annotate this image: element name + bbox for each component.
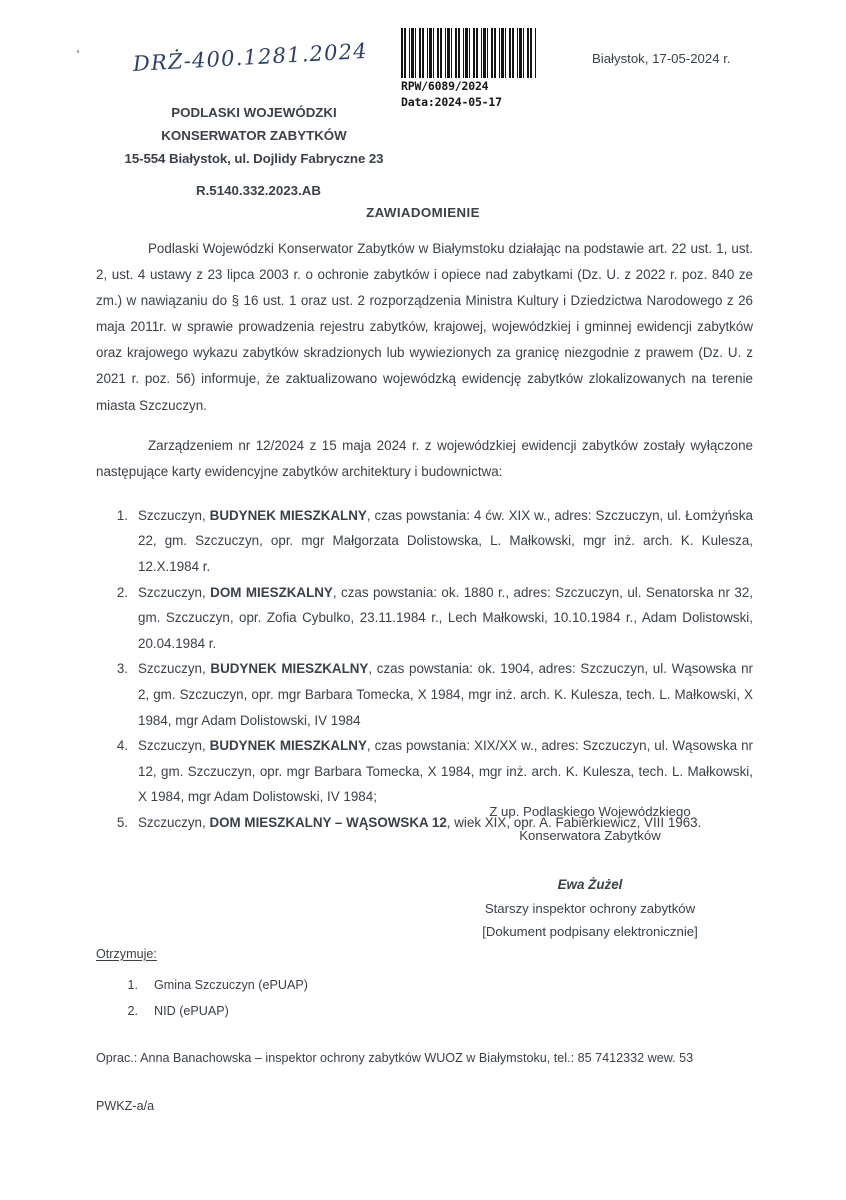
list-item: NID (ePUAP) [154,1004,229,1018]
item-object-name: DOM MIESZKALNY [210,584,333,600]
item-object-name: DOM MIESZKALNY – WĄSOWSKA 12 [209,814,447,830]
handwritten-annotation: DRŻ-400.1281.2024 [132,38,369,76]
item-details: , czas powstania: XIX/XX w., adres: Szczuczyn, ul. Wąsowska nr 12, gm. Szczuczyn, opr. mgr Barbara Tomecka, X 1984, mgr inż. arch. K. Kulesza, tech. L. Małkowski, X 1984, mgr Adam Dolistowski, IV 1984; [138,738,753,805]
item-prefix: Szczuczyn, [138,584,211,600]
authority-address: 15-554 Białystok, ul. Dojlidy Fabryczne 23 [124,151,384,166]
list-item [96,656,753,733]
paragraph-legal-basis: Podlaski Wojewódzki Konserwator Zabytków w Białymstoku działając na podstawie art. 22 ust. 1, ust. 2, ust. 4 ustawy z 23 lipca 2003 r. o ochronie zabytków i opiece nad zabytkami (Dz. U. z 2022 r. poz. 840 ze zm.) w nawiązaniu do § 16 ust. 1 oraz ust. 2 rozporządzenia Ministra Kultury i Dziedzictwa Narodowego z 26 maja 2011r. w sprawie prowadzenia rejestru zabytków, krajowej, wojewódzkiej i gminnej ewidencji zabytków oraz krajowego wykazu zabytków skradzionych lub wywiezionych za granicę niezgodnie z prawem (Dz. U. z 2021 r. poz. 56) informuje, że zaktualizowano wojewódzką ewidencję zabytków zlokalizowanych na terenie miasta Szczuczyn. [96,241,753,413]
signature-block [420,800,760,944]
file-code: PWKZ-a/a [96,1099,155,1113]
on-behalf-line-1: Z up. Podlaskiego Wojewódzkiego [489,804,691,819]
item-details: , wiek XIX, opr. A. Fabierkiewicz, VIII 1963. [446,814,702,830]
paper-speck [77,50,79,53]
item-prefix: Szczuczyn, [138,814,210,830]
item-details: , czas powstania: 4 ćw. XIX w., adres: Szczuczyn, ul. Łomżyńska 22, gm. Szczuczyn, opr. mgr Małgorzata Dolistowska, L. Małkowski, mgr inż. arch. K. Kulesza, 12.X.1984 r. [138,507,753,575]
authority-line-2: KONSERWATOR ZABYTKÓW [161,128,347,143]
recipients-list [96,972,776,1024]
list-item [96,503,753,580]
document-body [96,236,753,836]
item-details: , czas powstania: ok. 1880 r., adres: Szczuczyn, ul. Senatorska nr 32, gm. Szczuczyn, opr. Zofia Cybulko, 23.11.1984 r., Lech Małkowski, 10.10.1984 r., Adam Dolistowski, 20.04.1984 r. [138,584,754,651]
item-details: , czas powstania: ok. 1904, adres: Szczuczyn, ul. Wąsowska nr 2, gm. Szczuczyn, opr. mgr Barbara Tomecka, X 1984, mgr inż. arch. K. Kulesza, tech. L. Małkowski, X 1984, mgr Adam Dolistowski, IV 1984 [138,661,753,728]
barcode-id-label: RPW/6089/2024 [401,79,489,93]
signer-name: Ewa Żużel [557,877,623,892]
item-prefix: Szczuczyn, [138,738,210,754]
list-item [96,580,753,657]
item-object-name: BUDYNEK MIESZKALNY [209,507,367,523]
electronic-signature-note: [Dokument podpisany elektronicznie] [482,924,698,939]
on-behalf-line-2: Konserwatora Zabytków [519,827,661,843]
signature-spacer [420,847,760,873]
removed-records-list [96,503,753,836]
barcode-date-label: Data:2024-05-17 [401,94,502,109]
list-item: Gmina Szczuczyn (ePUAP) [154,978,308,992]
document-footer [96,944,776,1116]
paragraph-ordinance: Zarządzeniem nr 12/2024 z 15 maja 2024 r. z wojewódzkiej ewidencji zabytków zostały wyłączone następujące karty ewidencyjne zabytków architektury i budownictwa: [96,437,753,479]
barcode-icon [401,28,537,78]
item-prefix: Szczuczyn, [138,507,210,523]
incoming-mail-stamp [401,28,537,109]
item-object-name: BUDYNEK MIESZKALNY [209,738,367,754]
recipients-heading: Otrzymuje: [96,947,157,961]
signer-title: Starszy inspektor ochrony zabytków [484,900,696,916]
item-object-name: BUDYNEK MIESZKALNY [210,661,369,677]
list-item [96,733,753,810]
letterhead [96,101,412,170]
reference-number: R.5140.332.2023.AB [196,183,321,198]
prepared-by-line: Oprac.: Anna Banachowska – inspektor ochrony zabytków WUOZ w Białymstoku, tel.: 85 7412332 wew. 53 [96,1051,694,1065]
item-prefix: Szczuczyn, [138,661,211,677]
page-title: ZAWIADOMIENIE [366,205,480,220]
authority-line-1: PODLASKI WOJEWÓDZKI [171,105,337,120]
place-and-date: Białystok, 17-05-2024 r. [592,51,731,66]
